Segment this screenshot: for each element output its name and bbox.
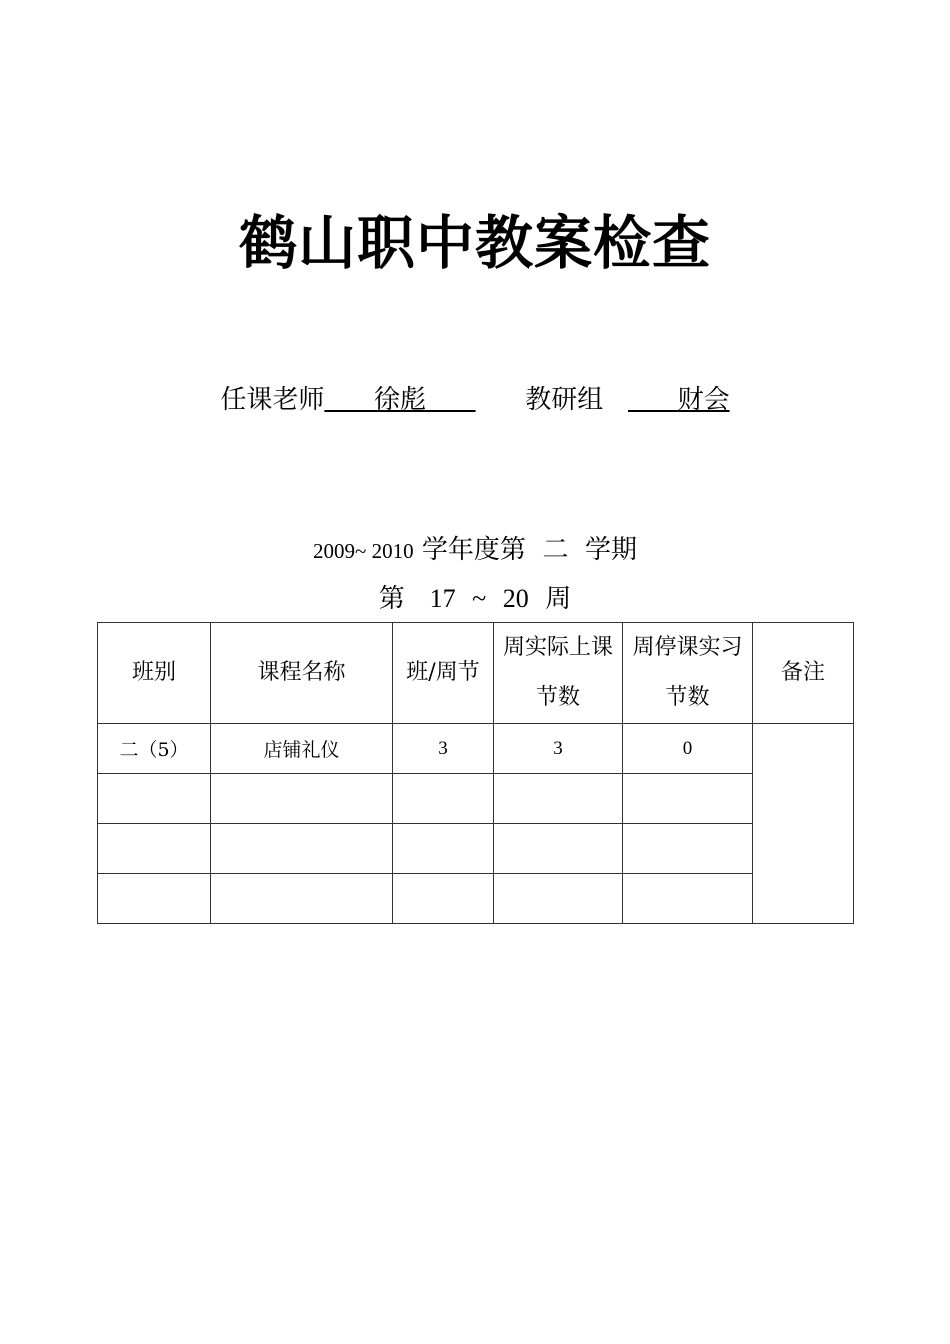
lesson-check-table [97, 622, 854, 924]
cell-course-name [211, 874, 393, 924]
table-row [98, 724, 854, 774]
header-remarks: 备注 [753, 623, 854, 724]
week-prefix: 第 [378, 584, 405, 614]
cell-class [98, 824, 211, 874]
cell-periods-per-week [393, 774, 494, 824]
semester-label-a: 学年度第 [421, 535, 526, 565]
table-header-row [98, 623, 854, 724]
week-end: 20 [502, 584, 529, 613]
teacher-name: 徐彪 [373, 385, 426, 415]
cell-actual-periods [494, 874, 623, 924]
header-suspended-practice: 周停课实习节数 [623, 623, 753, 724]
cell-periods-per-week [393, 874, 494, 924]
week-separator: ~ [472, 584, 487, 613]
cell-actual-periods: 3 [494, 724, 623, 774]
header-course-name: 课程名称 [211, 623, 393, 724]
cell-course-name [211, 774, 393, 824]
week-range-line [0, 580, 950, 618]
semester-line [0, 531, 950, 570]
cell-remarks [753, 724, 854, 924]
cell-class: 二（5） [98, 724, 211, 774]
cell-suspended-practice [623, 774, 753, 824]
cell-class [98, 774, 211, 824]
teacher-info-line [0, 380, 950, 420]
cell-suspended-practice [623, 874, 753, 924]
cell-periods-per-week [393, 824, 494, 874]
header-actual-periods: 周实际上课节数 [494, 623, 623, 724]
table-row [98, 824, 854, 874]
week-start: 17 [429, 584, 456, 613]
group-label: 教研组 [525, 385, 604, 415]
school-years: 2009~ 2010 [313, 539, 414, 563]
cell-suspended-practice [623, 824, 753, 874]
header-class: 班别 [98, 623, 211, 724]
cell-actual-periods [494, 774, 623, 824]
teacher-name-field [324, 385, 475, 415]
group-name: 财会 [677, 385, 730, 415]
cell-course-name: 店铺礼仪 [211, 724, 393, 774]
header-periods-per-week: 班/周节 [393, 623, 494, 724]
group-name-field [628, 385, 730, 415]
cell-periods-per-week: 3 [393, 724, 494, 774]
cell-suspended-practice: 0 [623, 724, 753, 774]
semester-label-b: 学期 [584, 535, 637, 565]
cell-class [98, 874, 211, 924]
table-row [98, 774, 854, 824]
table-row [98, 874, 854, 924]
cell-course-name [211, 824, 393, 874]
teacher-label: 任课老师 [220, 385, 325, 415]
week-suffix: 周 [545, 584, 572, 614]
document-title: 鹤山职中教案检查 [238, 209, 711, 277]
semester-term: 二 [542, 535, 569, 565]
cell-actual-periods [494, 824, 623, 874]
